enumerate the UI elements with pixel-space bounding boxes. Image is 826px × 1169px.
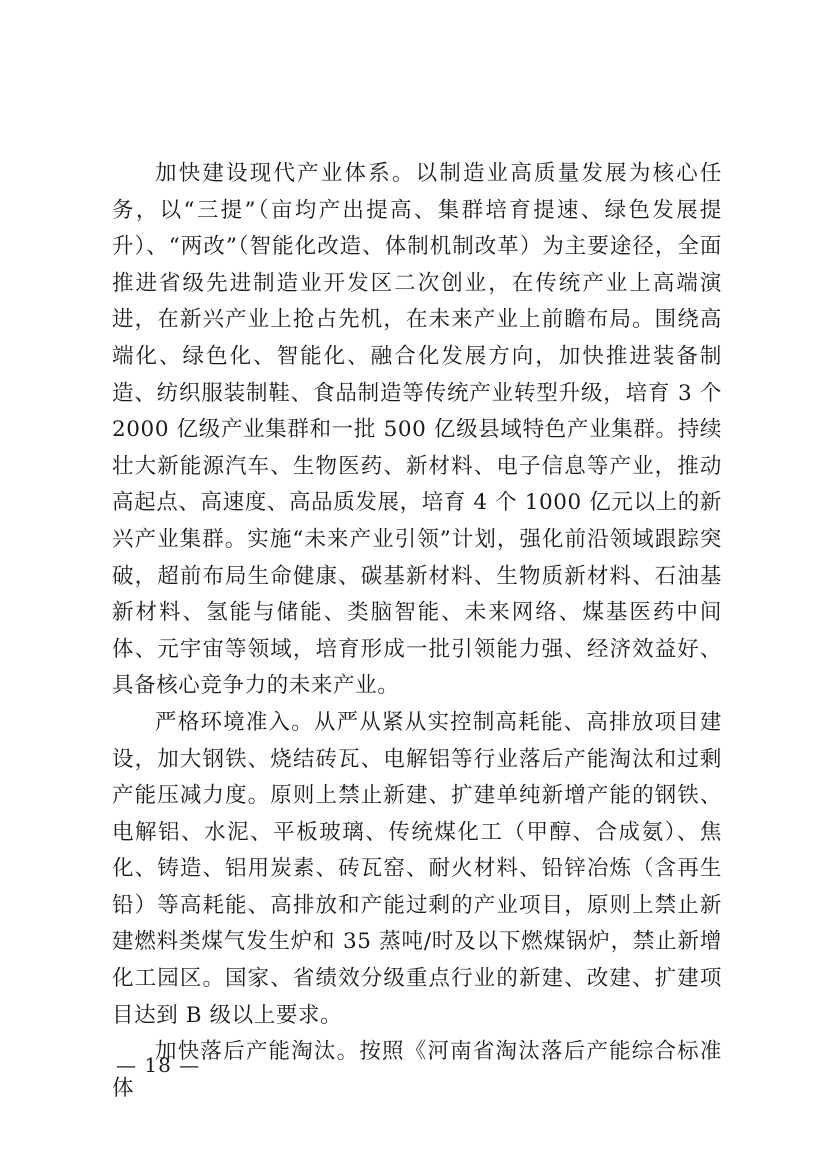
page-number: — 18 — — [116, 1053, 201, 1077]
body-text — [112, 156, 722, 1107]
paragraph-environment-access: 严格环境准入。从严从紧从实控制高耗能、高排放项目建设，加大钢铁、烧结砖瓦、电解铝等行业落后产能淘汰和过剩产能压减力度。原则上禁止新建、扩建单纯新增产能的钢铁、电解铝、水泥、平板玻璃、传统煤化工（甲醇、合成氨）、焦化、铸造、铝用炭素、砖瓦窑、耐火材料、铅锌冶炼（含再生铅）等高耗能、高排放和产能过剩的产业项目，原则上禁止新建燃料类煤气发生炉和 35 蒸吨/时及以下燃煤锅炉，禁止新增化工园区。国家、省绩效分级重点行业的新建、改建、扩建项目达到 B 级以上要求。 — [112, 709, 722, 1028]
paragraph-capacity-elimination: 加快落后产能淘汰。按照《河南省淘汰落后产能综合标准体 — [112, 1039, 722, 1101]
paragraph-industrial-system: 加快建设现代产业体系。以制造业高质量发展为核心任务，以“三提”（亩均产出提高、集群培育提速、绿色发展提升）、“两改”（智能化改造、体制机制改革）为主要途径，全面推进省级先进制造业开发区二次创业，在传统产业上高端演进，在新兴产业上抢占先机，在未来产业上前瞻布局。围绕高端化、绿色化、智能化、融合化发展方向，加快推进装备制造、纺织服装制鞋、食品制造等传统产业转型升级，培育 3 个 2000 亿级产业集群和一批 500 亿级县域特色产业集群。持续壮大新能源汽车、生物医药、新材料、电子信息等产业，推动高起点、高速度、高品质发展，培育 4 个 1000 亿元以上的新兴产业集群。实施“未来产业引领”计划，强化前沿领域跟踪突破，超前布局生命健康、碳基新材料、生物质新材料、石油基新材料、氢能与储能、类脑智能、未来网络、煤基医药中间体、元宇宙等领域，培育形成一批引领能力强、经济效益好、具备核心竞争力的未来产业。 — [112, 161, 722, 699]
